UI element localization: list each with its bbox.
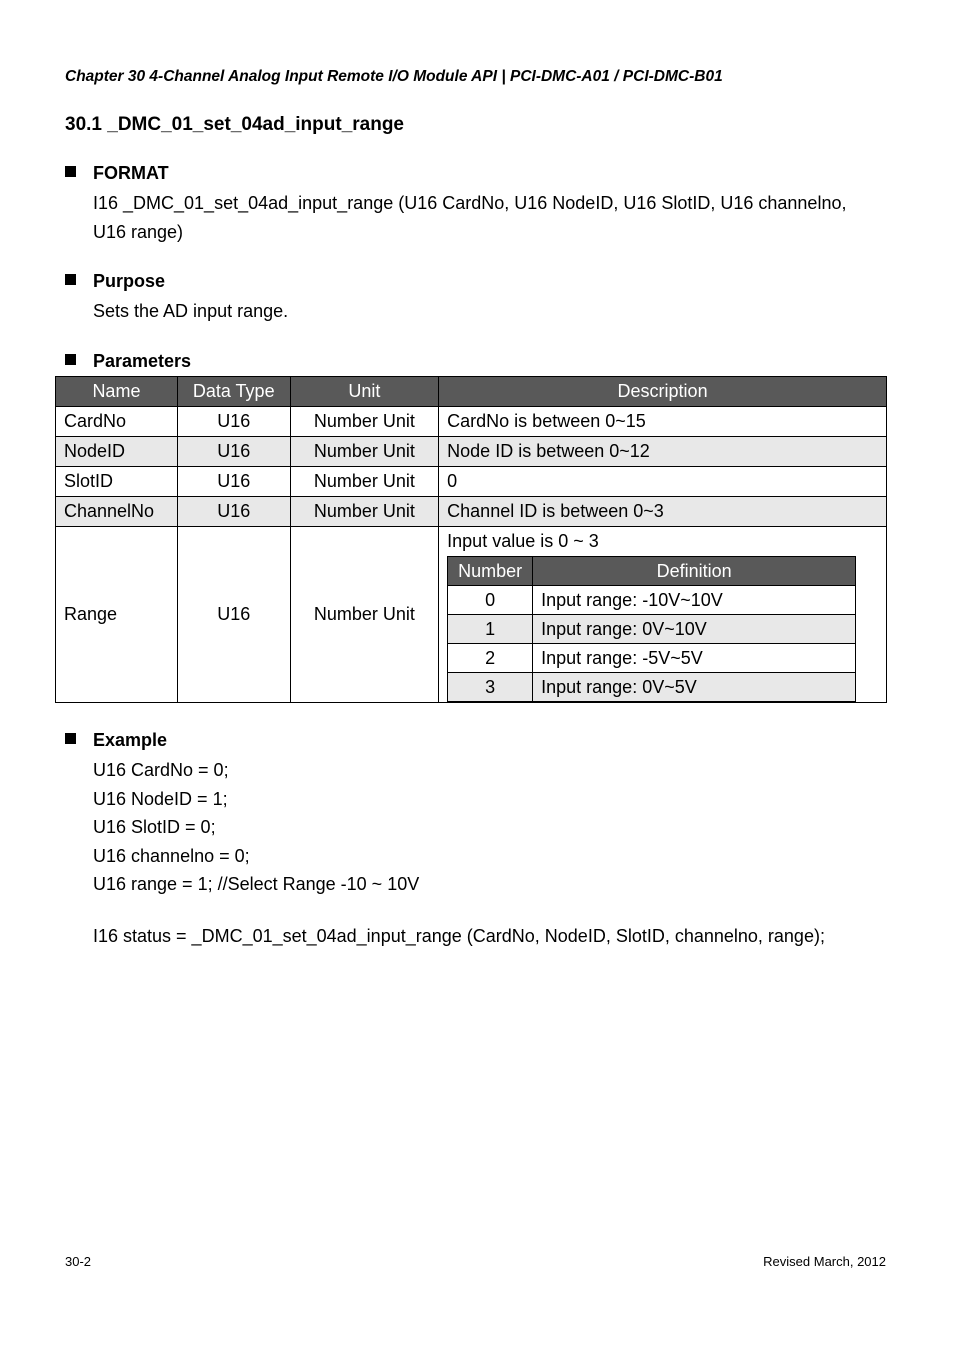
range-desc-intro: Input value is 0 ~ 3 xyxy=(447,531,599,551)
subtable-row xyxy=(448,673,856,702)
param-unit: Number Unit xyxy=(290,497,439,527)
bullet-square-icon xyxy=(65,733,76,744)
param-desc: Node ID is between 0~12 xyxy=(439,437,887,467)
bullet-square-icon xyxy=(65,166,76,177)
param-unit: Number Unit xyxy=(290,467,439,497)
table-row xyxy=(56,407,887,437)
revision-date: Revised March, 2012 xyxy=(763,1254,886,1269)
example-line: U16 CardNo = 0; xyxy=(93,760,229,780)
parameters-table xyxy=(55,376,887,703)
purpose-text: Sets the AD input range. xyxy=(93,301,289,321)
bullet-square-icon xyxy=(65,274,76,285)
bullet-square-icon xyxy=(65,354,76,365)
param-desc: CardNo is between 0~15 xyxy=(439,407,887,437)
range-number: 1 xyxy=(448,615,533,644)
range-definition: Input range: 0V~10V xyxy=(533,615,856,644)
range-number: 0 xyxy=(448,586,533,615)
parameters-heading-label: Parameters xyxy=(93,351,192,371)
col-type-header: Data Type xyxy=(177,377,290,407)
subtable-row xyxy=(448,644,856,673)
range-subtable xyxy=(447,556,856,702)
format-signature xyxy=(93,189,846,246)
range-desc-cell xyxy=(439,527,887,703)
purpose-heading xyxy=(65,271,165,292)
param-type: U16 xyxy=(177,467,290,497)
example-line: U16 channelno = 0; xyxy=(93,845,250,866)
col-desc-header: Description xyxy=(439,377,887,407)
param-name: SlotID xyxy=(56,467,178,497)
subtable-row xyxy=(448,586,856,615)
table-row xyxy=(56,467,887,497)
table-row xyxy=(56,437,887,467)
table-row-range xyxy=(56,527,887,703)
example-heading xyxy=(65,730,167,751)
param-type: U16 xyxy=(177,497,290,527)
range-number: 3 xyxy=(448,673,533,702)
chapter-header: Chapter 30 4-Channel Analog Input Remote I/O Module API | PCI-DMC-A01 / PCI-DMC-B01 xyxy=(65,68,723,85)
col-unit-header: Unit xyxy=(290,377,439,407)
param-name: CardNo xyxy=(56,407,178,437)
range-subtable-wrap xyxy=(439,556,886,702)
range-number: 2 xyxy=(448,644,533,673)
subtable-row xyxy=(448,615,856,644)
sub-col-definition-header: Definition xyxy=(533,557,856,586)
param-unit: Number Unit xyxy=(290,407,439,437)
table-row xyxy=(56,497,887,527)
col-name-header: Name xyxy=(56,377,178,407)
parameters-heading xyxy=(65,351,191,372)
example-line: U16 range = 1; //Select Range -10 ~ 10V xyxy=(93,874,420,894)
param-type: U16 xyxy=(177,437,290,467)
format-line-1: I16 _DMC_01_set_04ad_input_range (U16 CardNo, U16 NodeID, U16 SlotID, U16 channelno, xyxy=(93,193,847,213)
format-heading xyxy=(65,163,169,184)
page-number: 30-2 xyxy=(65,1254,92,1269)
param-desc: Channel ID is between 0~3 xyxy=(439,497,887,527)
range-definition: Input range: -5V~5V xyxy=(533,644,856,673)
range-definition: Input range: -10V~10V xyxy=(533,586,856,615)
param-unit: Number Unit xyxy=(290,437,439,467)
example-line: U16 SlotID = 0; xyxy=(93,817,216,837)
param-type: U16 xyxy=(177,527,290,703)
param-name: ChannelNo xyxy=(56,497,178,527)
table-header-row xyxy=(56,377,887,407)
format-heading-label: FORMAT xyxy=(93,163,169,183)
example-heading-label: Example xyxy=(93,730,168,750)
example-call: I16 status = _DMC_01_set_04ad_input_range (CardNo, NodeID, SlotID, channelno, range); xyxy=(93,926,825,946)
sub-col-number-header: Number xyxy=(448,557,533,586)
param-unit: Number Unit xyxy=(290,527,439,703)
purpose-heading-label: Purpose xyxy=(93,271,166,291)
format-line-2: U16 range) xyxy=(93,221,184,242)
section-title: 30.1 _DMC_01_set_04ad_input_range xyxy=(65,114,404,135)
subtable-header-row xyxy=(448,557,856,586)
example-code xyxy=(93,756,419,899)
param-name: NodeID xyxy=(56,437,178,467)
param-name: Range xyxy=(56,527,178,703)
example-line: U16 NodeID = 1; xyxy=(93,788,228,809)
range-definition: Input range: 0V~5V xyxy=(533,673,856,702)
param-desc: 0 xyxy=(439,467,887,497)
param-type: U16 xyxy=(177,407,290,437)
